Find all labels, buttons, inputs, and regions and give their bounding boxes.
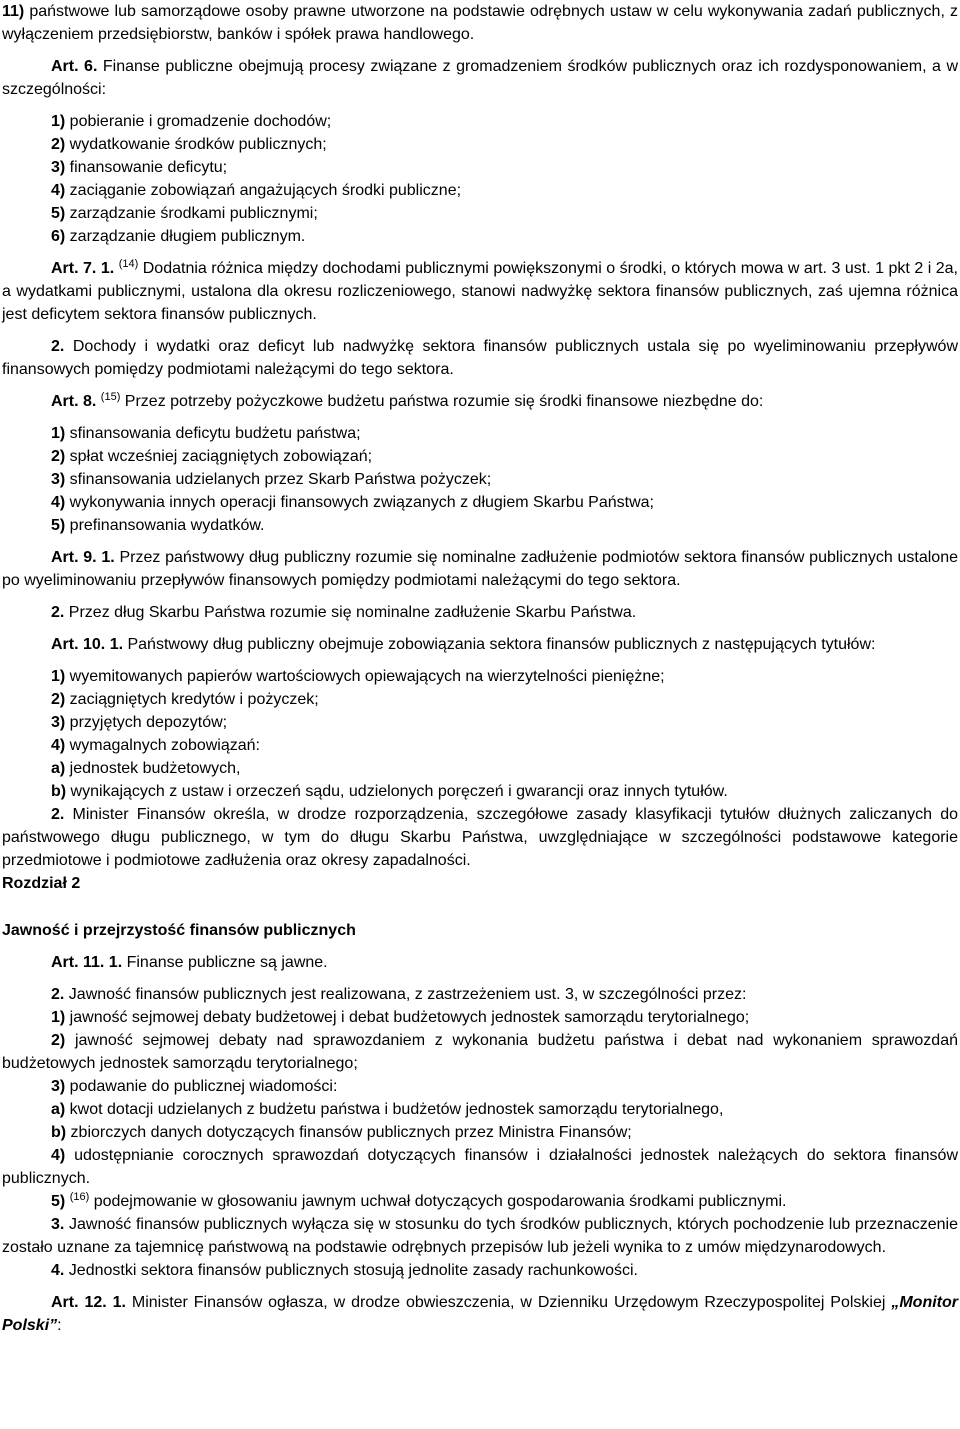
list-item: 4) zaciąganie zobowiązań angażujących środki publiczne; [51,182,462,199]
list-item: 3) podawanie do publicznej wiadomości: [51,1078,338,1095]
art-11-1: Art. 11. 1. Finanse publiczne są jawne. [51,954,328,971]
art-10-list [2,665,958,803]
art-10-1: Art. 10. 1. Państwowy dług publiczny obejmuje zobowiązania sektora finansów publicznych z następujących tytułów: [51,636,876,653]
art-7-1: Art. 7. 1. $^{(14)}$ Dodatnia różnica między dochodami publicznymi powiększonymi o środki, o których mowa w art. 3 ust. 1 pkt 2 i 2a, a wydatkami publicznymi, ustalona dla okresu rozliczeniowego, stanowi nadwyżkę sektora finansów publicznych, zaś ujemna różnica jest deficytem sektora finansów publicznych. [2,258,958,323]
chapter-title: Jawność i przejrzystość finansów publicznych [2,922,356,939]
footnote-ref: (15) [100,391,121,403]
art-9-2: 2. Przez dług Skarbu Państwa rozumie się nominalne zadłużenie Skarbu Państwa. [51,604,637,621]
list-item: b) wynikających z ustaw i orzeczeń sądu, udzielonych poręczeń i gwarancji oraz innych tytułów. [51,783,728,800]
footnote-ref: (14) [118,258,139,270]
art-11-3: 3. Jawność finansów publicznych wyłącza się w stosunku do tych środków publicznych, których pochodzenie lub przeznaczenie zostało uznane za tajemnicę państwową na podstawie odrębnych przepisów lub jeżeli wynika to z umów międzynarodowych. [2,1216,958,1256]
list-item: 5) zarządzanie środkami publicznymi; [51,205,318,222]
list-item: 1) jawność sejmowej debaty budżetowej i debat budżetowych jednostek samorządu terytorialnego; [51,1009,750,1026]
list-item: 1) wyemitowanych papierów wartościowych opiewających na wierzytelności pieniężne; [51,668,665,685]
list-item: 5) prefinansowania wydatków. [51,517,265,534]
list-item: 3) finansowanie deficytu; [51,159,228,176]
list-item: 2) wydatkowanie środków publicznych; [51,136,327,153]
chapter-heading: Rozdział 2 [2,875,81,892]
art-7-2: 2. Dochody i wydatki oraz deficyt lub nadwyżkę sektora finansów publicznych ustala się po wyeliminowaniu przepływów finansowych pomiędzy podmiotami należącymi do tego sektora. [2,338,958,378]
footnote-ref: (16) [69,1191,90,1203]
art-8-list [2,422,958,537]
list-item: 4) udostępnianie corocznych sprawozdań dotyczących finansów i działalności jednostek należących do sektora finansów publicznych. [2,1147,958,1187]
list-item: a) kwot dotacji udzielanych z budżetu państwa i budżetów jednostek samorządu terytorialnego, [51,1101,724,1118]
list-item: 6) zarządzanie długiem publicznym. [51,228,306,245]
list-item: 2) spłat wcześniej zaciągniętych zobowiązań; [51,448,373,465]
list-item: 5) $^{(16)}$ podejmowanie w głosowaniu jawnym uchwał dotyczących gospodarowania środkami publicznymi. [51,1191,787,1210]
list-item: 2) jawność sejmowej debaty nad sprawozdaniem z wykonania budżetu państwa i debat nad wykonaniem sprawozdań budżetowych jednostek samorządu terytorialnego; [2,1032,958,1072]
list-item: 1) pobieranie i gromadzenie dochodów; [51,113,332,130]
art-11-4: 4. Jednostki sektora finansów publicznych stosują jednolite zasady rachunkowości. [51,1262,638,1279]
art-8: Art. 8. $^{(15)}$ Przez potrzeby pożyczkowe budżetu państwa rozumie się środki finansowe niezbędne do: [51,391,764,410]
list-item: 3) sfinansowania udzielanych przez Skarb Państwa pożyczek; [51,471,492,488]
list-item: 3) przyjętych depozytów; [51,714,228,731]
art-6: Art. 6. Finanse publiczne obejmują procesy związane z gromadzeniem środków publicznych oraz ich rozdysponowaniem, a w szczególności: [2,58,959,98]
list-item: 4) wymagalnych zobowiązań: [51,737,260,754]
art-6-list [2,110,958,248]
list-item: a) jednostek budżetowych, [51,760,241,777]
art-9-1: Art. 9. 1. Przez państwowy dług publiczny rozumie się nominalne zadłużenie podmiotów sektora finansów publicznych ustalone po wyeliminowaniu przepływów finansowych pomiędzy podmiotami należącymi do tego sektora. [2,549,959,589]
list-item: 1) sfinansowania deficytu budżetu państwa; [51,425,361,442]
art-12-1: Art. 12. 1. Minister Finansów ogłasza, w drodze obwieszczenia, w Dzienniku Urzędowym Rzeczypospolitej Polskiej „Monitor Polski”: [2,1294,958,1334]
art-11-2: 2. Jawność finansów publicznych jest realizowana, z zastrzeżeniem ust. 3, w szczególności przez: [51,986,747,1003]
art-10-2: 2. Minister Finansów określa, w drodze rozporządzenia, szczegółowe zasady klasyfikacji tytułów dłużnych zaliczanych do państwowego długu publicznego, w tym do długu Skarbu Państwa, uwzględniające w szczególności podstawowe kategorie przedmiotowe i podmiotowe zadłużenia oraz okresy zapadalności. [2,806,958,869]
item-11: 11) państwowe lub samorządowe osoby prawne utworzone na podstawie odrębnych ustaw w celu wykonywania zadań publicznych, z wyłączeniem przedsiębiorstw, banków i spółek prawa handlowego. [2,3,958,43]
list-item: 2) zaciągniętych kredytów i pożyczek; [51,691,319,708]
list-item: b) zbiorczych danych dotyczących finansów publicznych przez Ministra Finansów; [51,1124,632,1141]
list-item: 4) wykonywania innych operacji finansowych związanych z długiem Skarbu Państwa; [51,494,654,511]
